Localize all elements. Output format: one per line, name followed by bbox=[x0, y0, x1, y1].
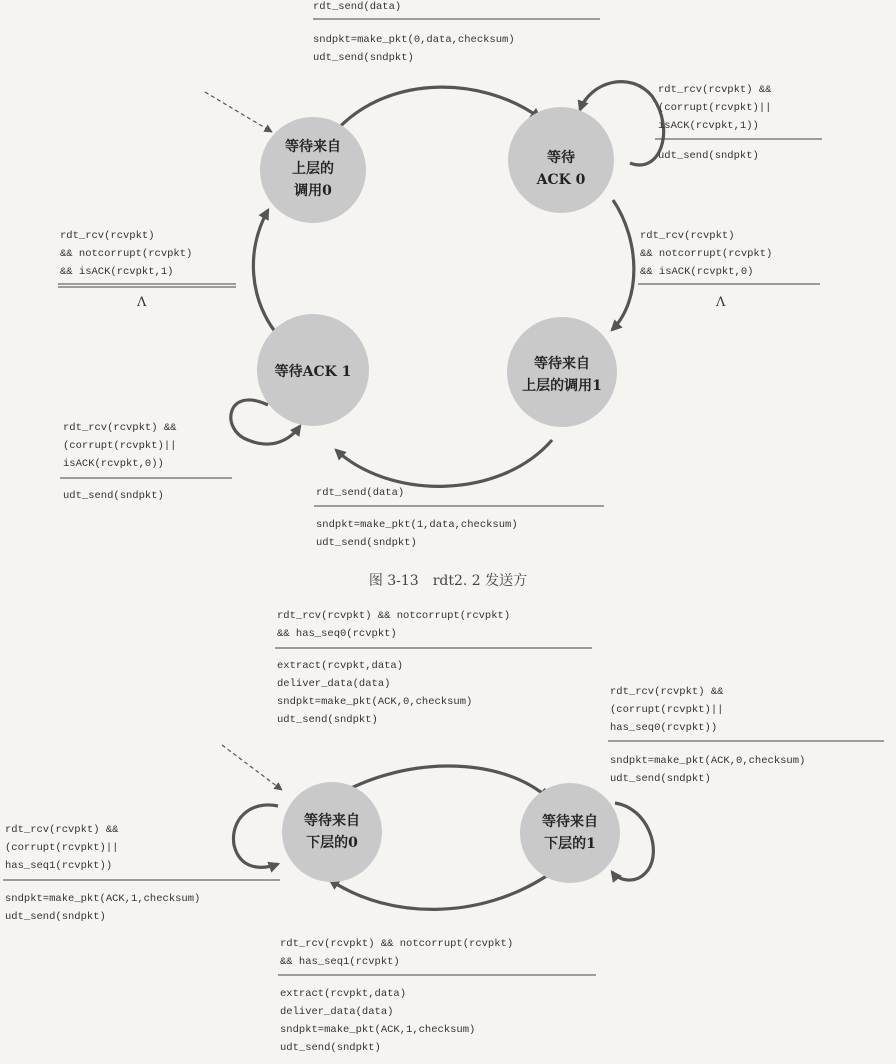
event-text: && has_seq1(rcvpkt) bbox=[280, 956, 400, 968]
state-label-line: 上层的调用1 bbox=[522, 378, 602, 394]
state-label-line: 上层的 bbox=[292, 161, 334, 177]
label-ack0-to-call1 bbox=[638, 230, 820, 310]
state-label-line: 等待来自 bbox=[542, 814, 598, 830]
action-text: deliver_data(data) bbox=[280, 1006, 394, 1018]
label-seq0-self bbox=[3, 824, 280, 923]
action-text: sndpkt=make_pkt(ACK,0,checksum) bbox=[277, 696, 473, 708]
event-text: has_seq1(rcvpkt)) bbox=[5, 860, 113, 872]
action-text: udt_send(sndpkt) bbox=[610, 773, 711, 785]
label-seq1-self bbox=[608, 686, 884, 785]
label-call1-to-ack1 bbox=[314, 487, 604, 549]
event-text: rdt_send(data) bbox=[313, 1, 402, 13]
event-text: rdt_rcv(rcvpkt) && bbox=[610, 686, 724, 698]
state-label-line: 等待 bbox=[547, 150, 575, 166]
state-label-line: 等待来自 bbox=[534, 356, 590, 372]
event-text: (corrupt(rcvpkt)|| bbox=[610, 704, 724, 716]
label-ack0-self bbox=[655, 84, 822, 162]
action-text: udt_send(sndpkt) bbox=[5, 911, 106, 923]
event-text: (corrupt(rcvpkt)|| bbox=[658, 102, 772, 114]
event-text: (corrupt(rcvpkt)|| bbox=[63, 440, 177, 452]
edge-seq1-to-seq0 bbox=[330, 875, 548, 909]
label-seq0-to-seq1 bbox=[275, 610, 592, 726]
label-ack1-to-call0 bbox=[58, 230, 236, 310]
event-text: rdt_rcv(rcvpkt) && bbox=[5, 824, 119, 836]
state-wait-ack-0 bbox=[508, 107, 614, 213]
figure-caption: 图 3-13 rdt2. 2 发送方 bbox=[368, 573, 528, 589]
action-text: deliver_data(data) bbox=[277, 678, 391, 690]
event-text: isACK(rcvpkt,0)) bbox=[63, 458, 164, 470]
action-text: udt_send(sndpkt) bbox=[63, 490, 164, 502]
edge-call0-to-ack0 bbox=[330, 87, 540, 138]
action-text: sndpkt=make_pkt(ACK,1,checksum) bbox=[280, 1024, 476, 1036]
state-wait-below-1 bbox=[520, 783, 620, 883]
edge-seq0-self-loop bbox=[233, 805, 278, 867]
event-text: rdt_rcv(rcvpkt) && notcorrupt(rcvpkt) bbox=[277, 610, 511, 622]
action-text: extract(rcvpkt,data) bbox=[277, 660, 404, 672]
label-seq1-to-seq0 bbox=[278, 938, 596, 1054]
action-text: udt_send(sndpkt) bbox=[313, 52, 414, 64]
action-text: udt_send(sndpkt) bbox=[316, 537, 417, 549]
label-call0-to-ack0 bbox=[313, 1, 600, 64]
initial-state-arrow bbox=[222, 745, 282, 790]
event-text: rdt_rcv(rcvpkt) bbox=[60, 230, 155, 242]
state-label-line: 等待ACK 1 bbox=[274, 364, 352, 380]
action-text: extract(rcvpkt,data) bbox=[280, 988, 407, 1000]
event-text: rdt_rcv(rcvpkt) && bbox=[658, 84, 772, 96]
event-text: rdt_rcv(rcvpkt) && notcorrupt(rcvpkt) bbox=[280, 938, 514, 950]
event-text: && isACK(rcvpkt,1) bbox=[60, 266, 174, 278]
action-text: sndpkt=make_pkt(0,data,checksum) bbox=[313, 34, 515, 46]
event-text: rdt_rcv(rcvpkt) bbox=[640, 230, 735, 242]
lambda-action: Λ bbox=[137, 295, 147, 310]
event-text: rdt_rcv(rcvpkt) && bbox=[63, 422, 177, 434]
event-text: && notcorrupt(rcvpkt) bbox=[640, 248, 773, 260]
event-text: rdt_send(data) bbox=[316, 487, 405, 499]
state-wait-ack-1 bbox=[257, 314, 369, 426]
initial-state-arrow bbox=[205, 92, 272, 132]
action-text: udt_send(sndpkt) bbox=[658, 150, 759, 162]
state-label-line: 下层的1 bbox=[544, 836, 596, 852]
edge-ack0-to-call1 bbox=[612, 200, 634, 330]
edge-ack1-to-call0 bbox=[253, 210, 280, 338]
state-wait-call-1 bbox=[507, 317, 617, 427]
state-wait-below-0 bbox=[282, 782, 382, 882]
event-text: && notcorrupt(rcvpkt) bbox=[60, 248, 193, 260]
label-ack1-self bbox=[60, 422, 232, 502]
state-label-line: ACK 0 bbox=[536, 172, 586, 188]
action-text: sndpkt=make_pkt(ACK,0,checksum) bbox=[610, 755, 806, 767]
action-text: udt_send(sndpkt) bbox=[277, 714, 378, 726]
event-text: && has_seq0(rcvpkt) bbox=[277, 628, 397, 640]
state-label-line: 等待来自 bbox=[304, 813, 360, 829]
state-label-line: 下层的0 bbox=[306, 835, 358, 851]
state-label-line: 调用0 bbox=[294, 183, 332, 199]
event-text: has_seq0(rcvpkt)) bbox=[610, 722, 718, 734]
action-text: sndpkt=make_pkt(1,data,checksum) bbox=[316, 519, 518, 531]
lambda-action: Λ bbox=[716, 295, 726, 310]
event-text: isACK(rcvpkt,1)) bbox=[658, 120, 759, 132]
action-text: sndpkt=make_pkt(ACK,1,checksum) bbox=[5, 893, 201, 905]
figure1-sender-fsm bbox=[58, 1, 822, 589]
state-wait-call-0 bbox=[260, 117, 366, 223]
edge-call1-to-ack1 bbox=[336, 440, 552, 486]
figure2-receiver-fsm bbox=[3, 610, 884, 1054]
event-text: && isACK(rcvpkt,0) bbox=[640, 266, 754, 278]
state-label-line: 等待来自 bbox=[285, 139, 341, 155]
event-text: (corrupt(rcvpkt)|| bbox=[5, 842, 119, 854]
action-text: udt_send(sndpkt) bbox=[280, 1042, 381, 1054]
